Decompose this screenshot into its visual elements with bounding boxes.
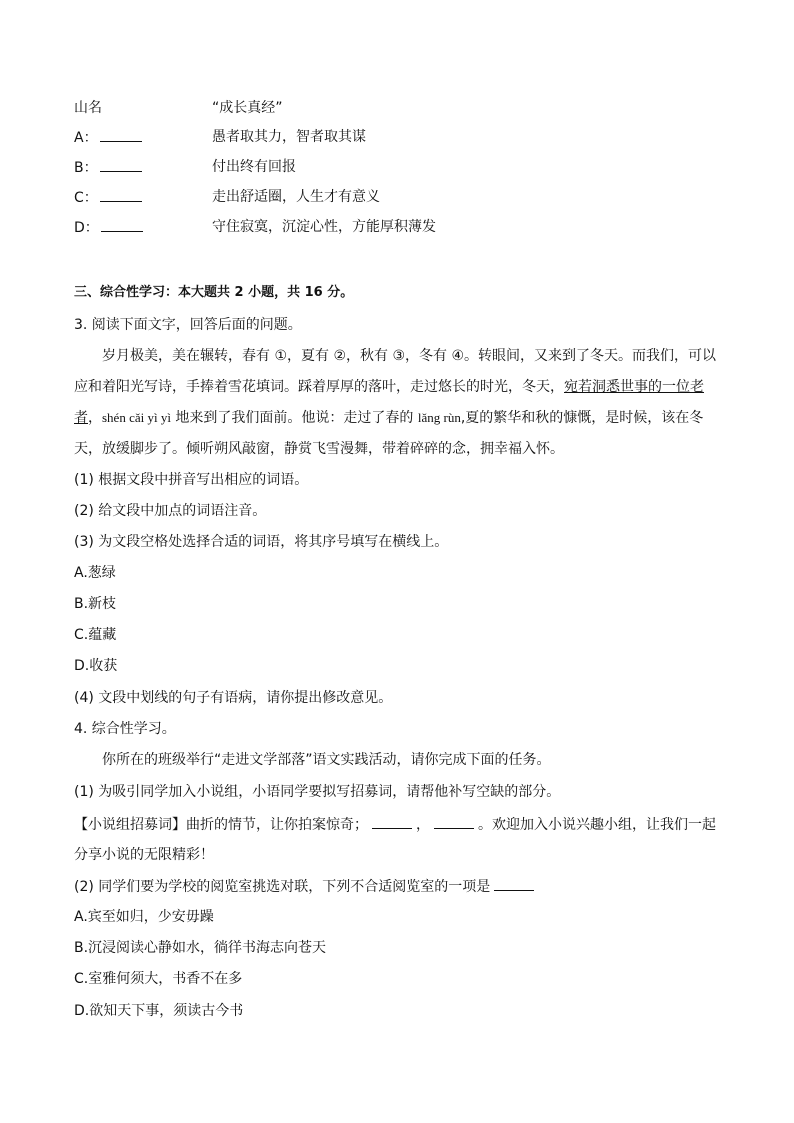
answer-blank[interactable] bbox=[100, 187, 142, 202]
option-item[interactable]: D.欲知天下事，须读古今书 bbox=[74, 1003, 244, 1019]
answer-blank[interactable] bbox=[494, 876, 534, 891]
question-intro: 你所在的班级举行“走进文学部落”语文实践活动，请你完成下面的任务。 bbox=[102, 752, 551, 768]
answer-blank[interactable] bbox=[100, 157, 142, 172]
sub-question-text: (2) 同学们要为学校的阅览室挑选对联，下列不合适阅览室的一项是 bbox=[74, 879, 491, 895]
answer-blank[interactable] bbox=[372, 814, 412, 829]
passage-text: 地来到了我们面前。他说：走过了春的 bbox=[170, 410, 418, 426]
comma: ， bbox=[416, 817, 430, 833]
underlined-sentence: 者 bbox=[74, 410, 88, 426]
sub-question: (4) 文段中划线的句子有语病，请你提出修改意见。 bbox=[74, 690, 393, 706]
sub-question bbox=[74, 876, 538, 897]
sub-question: (2) 给文段中加点的词语注音。 bbox=[74, 503, 267, 519]
row-label: D： bbox=[74, 220, 99, 236]
passage-line bbox=[74, 408, 703, 428]
recruit-ad-text: 【小说组招募词】曲折的情节，让你拍案惊奇； bbox=[74, 817, 368, 833]
underlined-sentence: 宛若洞悉世事的一位老 bbox=[564, 379, 704, 395]
option-item[interactable]: C.蕴藏 bbox=[74, 627, 117, 643]
option-item[interactable]: A.葱绿 bbox=[74, 565, 116, 581]
sub-question: (1) 根据文段中拼音写出相应的词语。 bbox=[74, 472, 309, 488]
table-row bbox=[74, 187, 734, 207]
option-item[interactable]: B.新枝 bbox=[74, 596, 117, 612]
passage-text: ， bbox=[88, 410, 102, 426]
passage-line: 天，放缓脚步了。倾听朔风敲窗，静赏飞雪漫舞，带着碎碎的念，拥幸福入怀。 bbox=[74, 441, 564, 457]
row-label: C： bbox=[74, 190, 98, 206]
header-motto: “成长真经” bbox=[212, 100, 283, 116]
passage-line bbox=[74, 377, 704, 397]
row-label: B： bbox=[74, 160, 98, 176]
option-item[interactable]: C.室雅何须大，书香不在多 bbox=[74, 971, 243, 987]
answer-blank[interactable] bbox=[101, 217, 143, 232]
pinyin-text: shén cǎi yì yì bbox=[102, 410, 171, 425]
row-motto: 愚者取其力，智者取其谋 bbox=[212, 129, 366, 145]
question-title: 4. 综合性学习。 bbox=[74, 721, 176, 737]
table-row bbox=[74, 127, 734, 147]
option-item[interactable]: A.宾至如归，少安毋躁 bbox=[74, 909, 214, 925]
recruit-ad-text: 。欢迎加入小说兴趣小组，让我们一起 bbox=[478, 817, 716, 833]
answer-blank[interactable] bbox=[100, 127, 142, 142]
passage-line: 岁月极美，美在辗转，春有 ①，夏有 ②，秋有 ③，冬有 ④。转眼间，又来到了冬天。而我们，可以 bbox=[102, 348, 717, 364]
sub-question: (3) 为文段空格处选择合适的词语，将其序号填写在横线上。 bbox=[74, 534, 449, 550]
table-header bbox=[74, 98, 734, 118]
row-motto: 付出终有回报 bbox=[212, 159, 296, 175]
sub-question: (1) 为吸引同学加入小说组，小语同学要拟写招募词，请帮他补写空缺的部分。 bbox=[74, 784, 561, 800]
answer-blank[interactable] bbox=[434, 814, 474, 829]
option-item[interactable]: B.沉浸阅读心静如水，徜徉书海志向苍天 bbox=[74, 940, 327, 956]
header-mountain-name: 山名 bbox=[74, 100, 102, 116]
passage-text: 应和着阳光写诗，手捧着雪花填词。踩着厚厚的落叶，走过悠长的时光，冬天， bbox=[74, 379, 564, 395]
pinyin-text: lǎng rùn bbox=[417, 410, 461, 425]
recruit-ad-line: 分享小说的无限精彩！ bbox=[74, 847, 214, 863]
section-heading: 三、综合性学习：本大题共 2 小题，共 16 分。 bbox=[74, 285, 354, 300]
recruit-ad-line bbox=[74, 814, 716, 835]
passage-text: ,夏的繁华和秋的慷慨，是时候，该在冬 bbox=[460, 410, 704, 426]
row-motto: 守住寂寞，沉淀心性，方能厚积薄发 bbox=[212, 219, 436, 235]
row-label: A： bbox=[74, 130, 98, 146]
table-row bbox=[74, 217, 734, 237]
row-motto: 走出舒适圈，人生才有意义 bbox=[212, 189, 380, 205]
table-row bbox=[74, 157, 734, 177]
question-title: 3. 阅读下面文字，回答后面的问题。 bbox=[74, 317, 302, 333]
option-item[interactable]: D.收获 bbox=[74, 658, 118, 674]
